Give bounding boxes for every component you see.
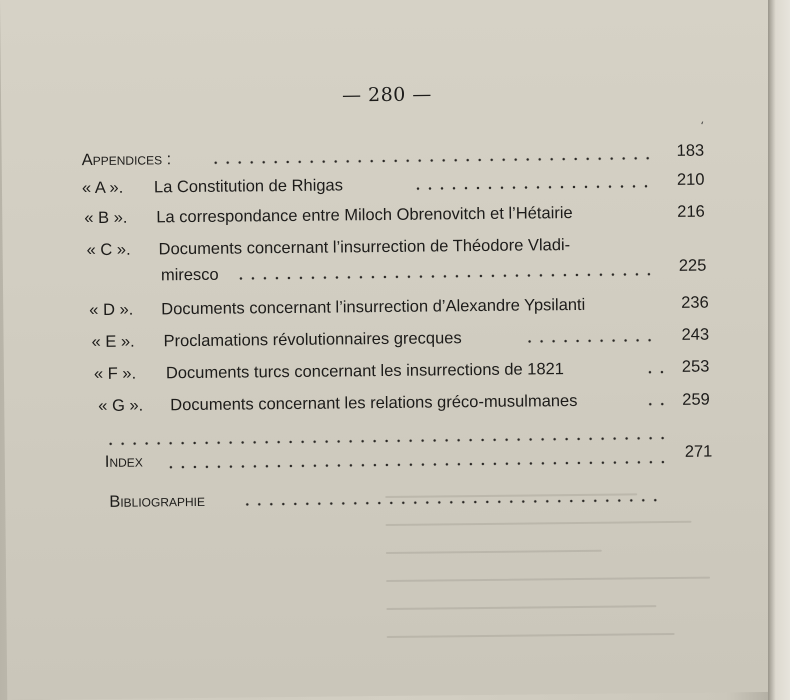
entry-page: 225 bbox=[678, 256, 707, 275]
entry-page: 259 bbox=[682, 390, 710, 409]
entry-tag: « F ». bbox=[93, 364, 137, 384]
entry-title: Documents concernant l’insurrection de Théodore Vladi- bbox=[158, 236, 571, 259]
leader-dots bbox=[412, 183, 652, 192]
entry-page: 210 bbox=[676, 170, 705, 189]
bibliography-label: Bibliographie bbox=[109, 491, 206, 511]
appendices-heading: Appendices : bbox=[81, 150, 172, 170]
margin-mark: ‘ bbox=[700, 119, 704, 133]
entry-title: La correspondance entre Miloch Obrenovitch et l’Hétairie bbox=[156, 204, 573, 227]
toc-entry-b bbox=[84, 200, 573, 231]
page-number: — 280 — bbox=[341, 83, 432, 107]
leader-dots bbox=[235, 271, 655, 281]
entry-title: La Constitution de Rhigas bbox=[153, 176, 344, 197]
leader-dots bbox=[524, 337, 656, 344]
entry-title: Documents concernant l’insurrection d’Alexandre Ypsilanti bbox=[161, 295, 586, 319]
entry-tag: « C ». bbox=[86, 240, 131, 260]
page-edge bbox=[768, 0, 790, 700]
entry-page: 243 bbox=[681, 325, 710, 344]
toc-entry-c bbox=[86, 232, 570, 263]
leader-dots bbox=[105, 435, 665, 447]
entry-page: 236 bbox=[681, 293, 709, 312]
toc-entry-c-cont bbox=[161, 262, 219, 289]
leader-dots bbox=[165, 459, 665, 470]
entry-title: Proclamations révolutionnaires grecques bbox=[163, 329, 462, 351]
entry-tag: « E ». bbox=[91, 332, 135, 352]
entry-title: Documents turcs concernant les insurrections de 1821 bbox=[165, 360, 565, 383]
index-page: 271 bbox=[684, 442, 713, 461]
index-row bbox=[105, 449, 143, 475]
leader-dots bbox=[644, 369, 668, 375]
entry-tag: « D ». bbox=[89, 300, 134, 320]
leader-dots bbox=[644, 401, 668, 407]
index-label: Index bbox=[104, 452, 143, 471]
entry-title: Documents concernant les relations gréco-musulmanes bbox=[170, 391, 578, 415]
show-through-text bbox=[385, 492, 747, 696]
entry-page: 253 bbox=[681, 357, 710, 376]
toc-entry-d bbox=[89, 292, 585, 323]
toc-entry-e bbox=[91, 325, 461, 355]
appendices-heading-row bbox=[82, 146, 172, 173]
entry-tag: « G ». bbox=[98, 396, 144, 415]
entry-title-continued: miresco bbox=[160, 265, 219, 285]
toc-entry-g bbox=[98, 388, 577, 419]
leader-dots bbox=[210, 155, 650, 166]
bibliography-row bbox=[109, 488, 205, 515]
toc-entry-a bbox=[82, 172, 343, 201]
appendices-page: 183 bbox=[676, 141, 705, 160]
entry-tag: « B ». bbox=[84, 208, 128, 228]
entry-page: 216 bbox=[677, 202, 705, 221]
toc-entry-f bbox=[94, 356, 564, 387]
entry-tag: « A ». bbox=[81, 178, 124, 198]
